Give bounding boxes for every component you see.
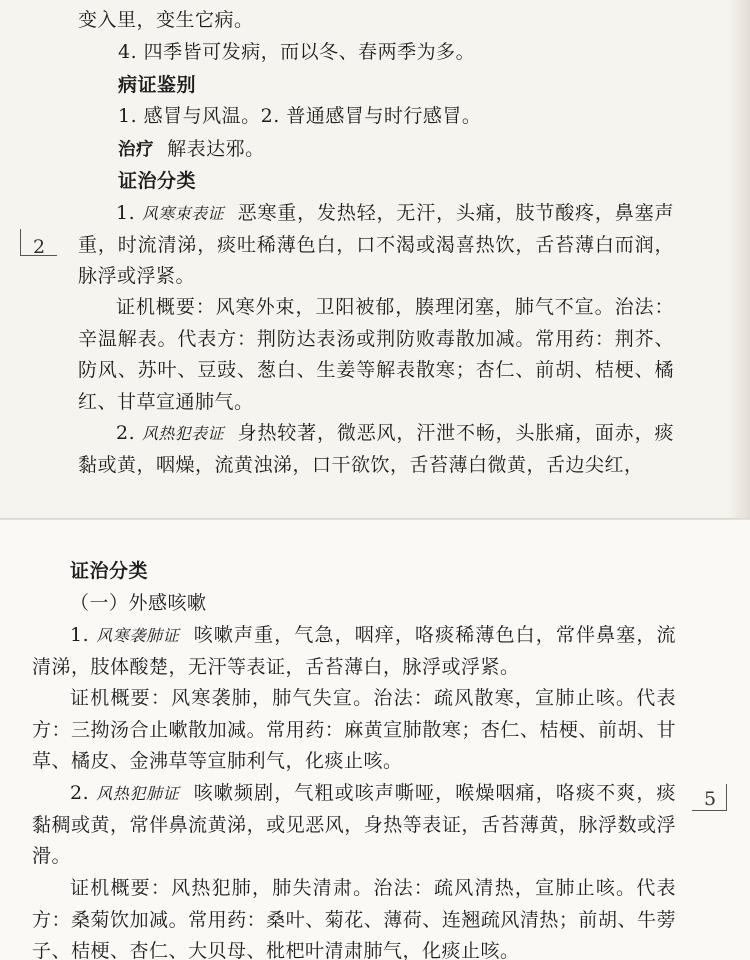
syndrome-text: 恶寒重，发热轻，无汗，头痛，肢节酸疼，鼻塞声重，时流清涕，痰吐稀薄色白，口不渴或渴喜热饮，舌苔薄白而润，脉浮或浮紧。	[78, 202, 674, 287]
section-heading-treatment: 治疗	[118, 140, 154, 160]
item-number: 2.	[70, 782, 97, 804]
text-line: 变入里，变生它病。	[78, 9, 254, 31]
syndrome-text: 身热较著，微恶风，汗泄不畅，头胀痛，面赤，痰黏或黄，咽燥，流黄浊涕，口干欲饮，舌苔薄白微黄，舌边尖红，	[78, 422, 674, 476]
syndrome-term: 风热犯表证	[142, 424, 224, 443]
syndrome-item-2	[78, 418, 674, 481]
sub-heading: （一）外感咳嗽	[70, 592, 207, 614]
margin-number: 2	[33, 236, 46, 258]
page-spine-shadow	[728, 0, 750, 520]
syndrome-term: 风寒袭肺证	[96, 626, 180, 645]
syndrome-term: 风寒束表证	[142, 204, 224, 223]
item-number: 2.	[116, 422, 143, 444]
item-number: 1.	[70, 624, 97, 646]
bottom-page	[0, 520, 750, 960]
margin-number: 5	[704, 788, 717, 810]
mechanism-paragraph-1: 证机概要：风寒外束，卫阳被郁，腠理闭塞，肺气不宣。治法：辛温解表。代表方：荆防达表汤或荆防败毒散加减。常用药：荆芥、防风、苏叶、豆豉、葱白、生姜等解表散寒；杏仁、前胡、桔梗、橘红、甘草宣通肺气。	[78, 296, 674, 413]
syndrome-item-1	[78, 198, 674, 293]
section-heading-classification: 证治分类	[118, 170, 197, 192]
syndrome-item-1	[32, 620, 676, 683]
text-line: 4. 四季皆可发病，而以冬、春两季为多。	[118, 41, 476, 63]
treatment-text: 解表达邪。	[167, 138, 265, 160]
section-heading-classification: 证治分类	[70, 560, 149, 582]
mechanism-paragraph-1: 证机概要：风寒袭肺，肺气失宣。治法：疏风散寒，宣肺止咳。代表方：三拗汤合止嗽散加减。常用药：麻黄宣肺散寒；杏仁、桔梗、前胡、甘草、橘皮、金沸草等宣肺利气，化痰止咳。	[32, 687, 676, 772]
text-line: 1. 感冒与风温。2. 普通感冒与时行感冒。	[118, 105, 482, 127]
syndrome-text: 咳嗽声重，气急，咽痒，咯痰稀薄色白，常伴鼻塞，流清涕，肢体酸楚，无汗等表证，舌苔薄白，脉浮或浮紧。	[32, 624, 676, 678]
item-number: 1.	[116, 202, 143, 224]
treatment-line	[118, 134, 265, 167]
section-heading-differentiation: 病证鉴别	[118, 74, 197, 96]
syndrome-term: 风热犯肺证	[96, 784, 180, 803]
syndrome-text: 咳嗽频剧，气粗或咳声嘶哑，喉燥咽痛，咯痰不爽，痰黏稠或黄，常伴鼻流黄涕，或见恶风，身热等表证，舌苔薄黄，脉浮数或浮滑。	[32, 782, 676, 867]
mechanism-paragraph-2: 证机概要：风热犯肺，肺失清肃。治法：疏风清热，宣肺止咳。代表方：桑菊饮加减。常用药：桑叶、菊花、薄荷、连翘疏风清热；前胡、牛蒡子、桔梗、杏仁、大贝母、枇杷叶清肃肺气，化痰止咳。	[32, 877, 676, 960]
syndrome-item-2	[32, 778, 676, 873]
